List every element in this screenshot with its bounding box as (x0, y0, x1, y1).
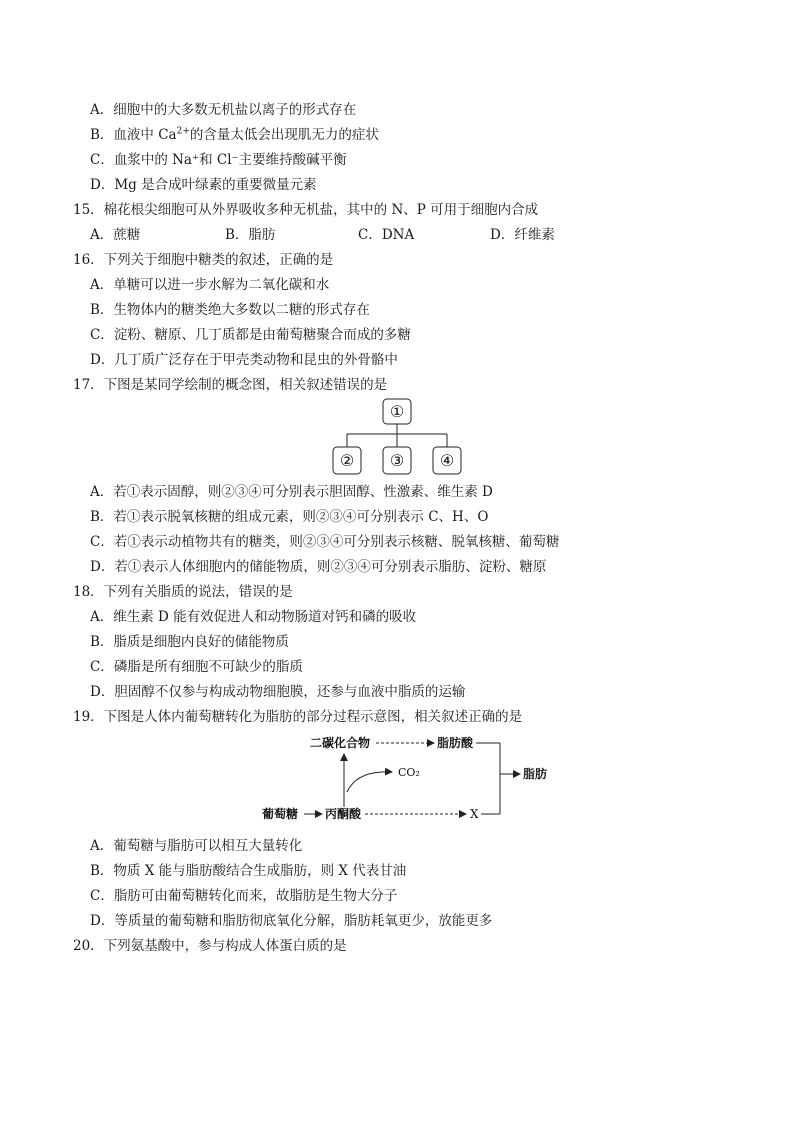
q14-option-b (90, 126, 379, 144)
q16-option-b: B．生物体内的糖类绝大多数以二糖的形式存在 (90, 302, 370, 318)
q17-node-2-label: ② (339, 451, 355, 470)
q17-option-b: B．若①表示脱氧核糖的组成元素，则②③④可分别表示 C、H、O (90, 509, 489, 525)
q19-co2-label: CO₂ (398, 766, 420, 779)
q19-two-carbon-label: 二碳化合物 (310, 736, 371, 750)
q17-node-3-label: ③ (389, 451, 405, 470)
q14-option-a: A．细胞中的大多数无机盐以离子的形式存在 (90, 102, 357, 118)
q18-option-a: A．维生素 D 能有效促进人和动物肠道对钙和磷的吸收 (90, 609, 417, 625)
q17-stem: 17．下图是某同学绘制的概念图，相关叙述错误的是 (73, 377, 388, 393)
q19-option-d: D．等质量的葡萄糖和脂肪彻底氧化分解，脂肪耗氧更少，放能更多 (90, 913, 493, 929)
q18-stem: 18．下列有关脂质的说法，错误的是 (73, 584, 293, 600)
q16-option-a: A．单糖可以进一步水解为二氧化碳和水 (90, 277, 330, 293)
q15-stem: 15．棉花根尖细胞可从外界吸收多种无机盐，其中的 N、P 可用于细胞内合成 (73, 202, 539, 218)
q19-option-a: A．葡萄糖与脂肪可以相互大量转化 (90, 838, 303, 854)
q19-fatty-acid-label: 脂肪酸 (437, 736, 474, 750)
q14-option-b-post: 的含量太低会出现肌无力的症状 (189, 127, 379, 143)
q15-option-a: A．蔗糖 (90, 227, 141, 243)
q17-node-4-label: ④ (439, 451, 455, 470)
q20-stem: 20．下列氨基酸中，参与构成人体蛋白质的是 (73, 938, 347, 954)
q16-stem: 16．下列关于细胞中糖类的叙述，正确的是 (73, 252, 334, 268)
q19-pathway-diagram (262, 732, 562, 824)
q14-option-b-pre: B．血液中 Ca (90, 127, 177, 143)
q19-x-label: X (470, 807, 479, 821)
q15-option-c: C．DNA (358, 227, 415, 243)
q19-option-c: C．脂肪可由葡萄糖转化而来，故脂肪是生物大分子 (90, 888, 398, 904)
q18-option-b: B．脂质是细胞内良好的储能物质 (90, 634, 289, 650)
q14-option-d: D．Mg 是合成叶绿素的重要微量元素 (90, 177, 317, 193)
q19-pyruvate-label: 丙酮酸 (325, 807, 362, 821)
q19-stem: 19．下图是人体内葡萄糖转化为脂肪的部分过程示意图，相关叙述正确的是 (73, 709, 523, 725)
q19-option-b: B．物质 X 能与脂肪酸结合生成脂肪，则 X 代表甘油 (90, 863, 407, 879)
q18-option-d: D．胆固醇不仅参与构成动物细胞膜，还参与血液中脂质的运输 (90, 684, 466, 700)
q19-glucose-label: 葡萄糖 (262, 807, 299, 821)
q17-node-top-label: ① (389, 402, 405, 421)
q19-fat-label: 脂肪 (523, 767, 548, 781)
q15-option-d: D．纤维素 (490, 227, 555, 243)
q17-option-c: C．若①表示动植物共有的糖类，则②③④可分别表示核糖、脱氧核糖、葡萄糖 (90, 534, 560, 550)
q18-option-c: C．磷脂是所有细胞不可缺少的脂质 (90, 659, 303, 675)
q14-option-b-sup: 2+ (176, 126, 190, 137)
q16-option-c: C．淀粉、糖原、几丁质都是由葡萄糖聚合而成的多糖 (90, 327, 411, 343)
q17-concept-diagram (330, 396, 465, 478)
q14-option-c: C．血浆中的 Na⁺和 Cl⁻主要维持酸碱平衡 (90, 152, 347, 168)
q17-option-d: D．若①表示人体细胞内的储能物质，则②③④可分别表示脂肪、淀粉、糖原 (90, 559, 547, 575)
q16-option-d: D．几丁质广泛存在于甲壳类动物和昆虫的外骨骼中 (90, 352, 398, 368)
q15-option-b: B．脂肪 (225, 227, 276, 243)
q17-option-a: A．若①表示固醇，则②③④可分别表示胆固醇、性激素、维生素 D (90, 484, 493, 500)
